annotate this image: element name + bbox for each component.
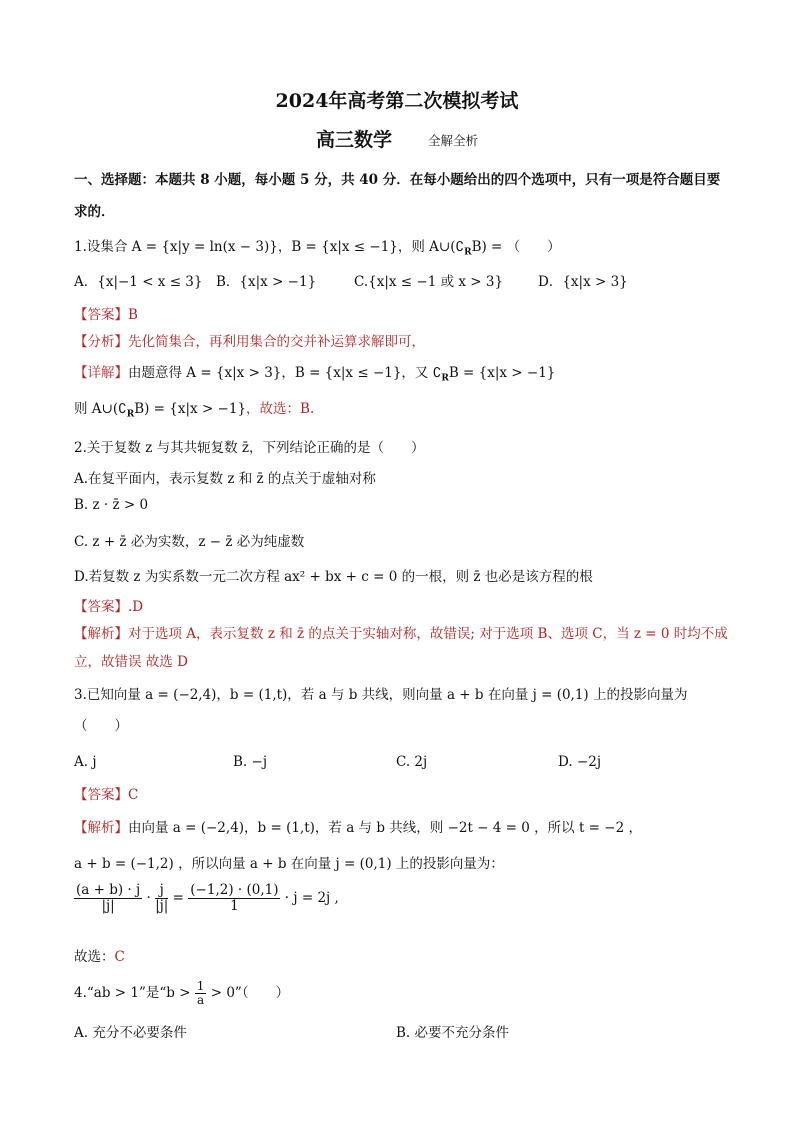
q3-analysis: 【解析】由向量 a = (−2,4)，b = (1,t)，若 a 与 b 共线，则 −2t − 4 = 0 ，所以 t = −2 ， — [74, 820, 642, 836]
q2-analysis: 【解析】对于选项 A，表示复数 z 和 z̄ 的点关于实轴对称，故错误; 对于选项 B、选项 C，当 z = 0 时均不成 — [74, 626, 728, 642]
q1-detail-cont: 则 $A\cup(∁_RB) = \{x|x > -1\}$，故选：B. — [74, 401, 315, 420]
q3-stem: 3.已知向量 a = (−2,4)，b = (1,t)，若 a 与 b 共线，则向量 a + b 在向量 j = (0,1) 上的投影向量为 — [74, 687, 688, 703]
q1-analysis: 【分析】先化简集合，再利用集合的交并补运算求解即可， — [74, 334, 425, 350]
q2-option-a: A.在复平面内，表示复数 z 和 z̄ 的点关于虚轴对称 — [74, 471, 376, 487]
q1-option-a: A．{x|−1 < x ≤ 3} — [74, 274, 203, 290]
q4-option-b: B. 必要不充分条件 — [396, 1025, 510, 1041]
q2-option-d: D.若复数 z 为实系数一元二次方程 ax² + bx + c = 0 的一根，则 z̄ 也必是该方程的根 — [74, 569, 593, 585]
q2-stem: 2.关于复数 z 与其共轭复数 z̄，下列结论正确的是（ ） — [74, 440, 425, 456]
page-subtitle: 高三数学 — [316, 129, 393, 151]
q3-option-b: B. −j — [233, 754, 268, 770]
q1-option-c: C.{x|x ≤ −1 或 x > 3} — [354, 274, 504, 290]
q2-option-c: C. z + z̄ 必为实数，z − z̄ 必为纯虚数 — [74, 534, 305, 550]
page-title: 2024年高考第二次模拟考试 — [275, 90, 519, 112]
q1-answer: 【答案】B — [74, 307, 138, 323]
q2-option-b: B. z · z̄ > 0 — [74, 497, 149, 513]
q3-answer: 【答案】C — [74, 787, 139, 803]
section-instruction-cont: 求的． — [74, 204, 115, 220]
q3-formula: $\frac{(a + b) \cdot j}{|j|}$ · $\frac{j}{|j|}$ = $\frac{(-1,2) \cdot (0,1)}{1}$ · j = 2j , — [76, 882, 339, 914]
q4-option-a: A. 充分不必要条件 — [74, 1025, 187, 1041]
q3-option-d: D. −2j — [558, 754, 602, 770]
q3-stem-cont: （ ） — [74, 718, 128, 734]
q1-option-b: B．{x|x > −1} — [216, 274, 317, 290]
page-tag: 全解全析 — [428, 133, 479, 148]
q4-stem: 4.“ab > 1”是“b > $\frac{1}{a}$ > 0”（ ） — [74, 979, 290, 1008]
q2-answer: 【答案】.D — [74, 599, 144, 615]
q3-option-a: A. j — [74, 754, 97, 770]
q3-analysis-cont: a + b = (−1,2) ，所以向量 a + b 在向量 j = (0,1) 上的投影向量为： — [74, 856, 504, 872]
q1-option-d: D．{x|x > 3} — [538, 274, 628, 290]
q2-analysis-cont: 立，故错误 故选 D — [74, 654, 188, 670]
q1-detail: 【详解】由题意得 A = {x|x > 3}，B = {x|x ≤ −1}，又 $∁_RB = \{x|x > -1\}$ — [74, 365, 556, 384]
q3-option-c: C. 2j — [396, 754, 428, 770]
section-instruction: 一、选择题：本题共 8 小题，每小题 5 分，共 40 分．在每小题给出的四个选项中，只有一项是符合题目要 — [74, 172, 721, 188]
q3-conclusion: 故选：C — [74, 949, 125, 965]
q1-stem: 1.设集合 A = {x|y = ln(x − 3)}，B = {x|x ≤ −1}，则 $A\cup(∁_RB)$ = （ ） — [74, 239, 561, 258]
